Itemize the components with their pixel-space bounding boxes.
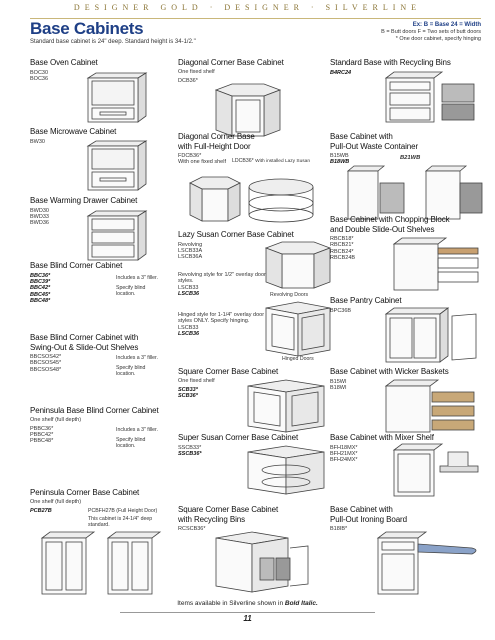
page-number: 11 <box>243 614 252 623</box>
section-title-line2: and Double Slide-Out Shelves <box>330 224 435 234</box>
section-title-line1: Base Blind Corner Cabinet with <box>30 333 139 342</box>
model-code: BBC42* <box>30 285 51 292</box>
section-title: Base Blind Corner Cabinet <box>30 261 123 270</box>
model-code: BPC36B <box>330 307 352 314</box>
filler-note: Includes a 3" filler. <box>116 427 158 433</box>
microwave-cabinet-illustration <box>82 140 150 192</box>
section-title: Peninsula Base Blind Corner Cabinet <box>30 406 159 415</box>
section-title: Base Cabinet with Mixer Shelf <box>330 433 434 442</box>
model-code: BW30 <box>30 138 45 145</box>
blind-slide-notes <box>116 355 166 378</box>
model-code: BBCSOS45* <box>30 360 62 367</box>
model-code: RBCB24* <box>330 248 354 255</box>
code-legend <box>381 22 481 43</box>
model-code: PBBC36* <box>30 425 54 432</box>
model-code: BFH21MX* <box>330 450 358 457</box>
model-code: B4RC24 <box>330 69 352 76</box>
full-height-door-code: PCBFH27B (Full Height Door) <box>88 508 158 514</box>
shelf-note: One fixed shelf <box>178 68 215 75</box>
peninsula-cabinet-illustration <box>38 530 168 596</box>
model-codes <box>178 312 268 338</box>
mixer-shelf-illustration <box>388 440 484 498</box>
section-title-line2: with Full-Height Door <box>178 141 251 151</box>
chopping-block-illustration <box>388 236 484 292</box>
model-code: B18WI <box>330 384 347 391</box>
model-code: BWD30 <box>30 207 49 214</box>
hinged-doors-label: Hinged Doors <box>282 356 314 362</box>
model-code: BWD33 <box>30 213 49 220</box>
page-title: Base Cabinets <box>30 19 144 38</box>
model-code: BBCSOS42* <box>30 354 62 360</box>
section-title: Base Microwave Cabinet <box>30 127 117 136</box>
model-code: FDCB36* <box>178 153 202 159</box>
footnote-text: Items available in Silverline shown in <box>177 600 284 607</box>
hinged-lazy-illustration <box>262 300 334 358</box>
model-code: RBCB18* <box>330 236 354 242</box>
model-code: PCB27B <box>30 507 52 514</box>
waste-container-illustration <box>334 163 488 221</box>
hinged-style-note: Hinged style for 1-1/4" overlay door styles ONLY. Specify hinging. <box>178 312 265 325</box>
diagonal-cabinet-illustration <box>212 80 284 138</box>
model-code: LSCB33 <box>178 284 199 291</box>
revolving-note: Revolving <box>178 241 203 248</box>
square-corner-illustration <box>244 378 328 434</box>
shelf-note: With one fixed shelf <box>178 159 226 166</box>
model-code: RBCB21* <box>330 242 354 249</box>
section-title: Base Cabinet with Wicker Baskets <box>330 367 449 376</box>
shelf-note: One shelf (full depth) <box>30 498 82 505</box>
model-code: LSCB36A <box>178 254 203 261</box>
section-title: Base Oven Cabinet <box>30 58 98 67</box>
model-code: BBC39* <box>30 278 51 285</box>
silverline-footnote <box>0 600 495 607</box>
model-code: BFH24MX* <box>330 457 358 464</box>
model-code: BBC48* <box>30 298 51 305</box>
lazy-susan-code <box>232 158 342 166</box>
page-subtitle: Standard base cabinet is 24" deep. Standard height is 34-1/2." <box>30 39 196 45</box>
warming-drawer-illustration <box>82 210 150 262</box>
footnote-emphasis: Bold Italic. <box>284 600 318 607</box>
model-code: BBC36* <box>30 272 51 279</box>
model-code: BOC36 <box>30 75 49 82</box>
section-title-line2: with Recycling Bins <box>178 514 246 524</box>
wicker-baskets-illustration <box>380 378 484 434</box>
diagonal-full-illustration <box>186 175 326 223</box>
oven-cabinet-illustration <box>82 72 150 124</box>
ironing-board-illustration <box>372 528 484 596</box>
section-title-line2: Pull-Out Ironing Board <box>330 514 407 524</box>
blind-location-note: Specify blind location. <box>116 364 146 377</box>
model-code: BFH18MX* <box>330 444 358 451</box>
lazy-susan-note: With installed Lazy Susan <box>255 159 311 164</box>
model-code: B18IB* <box>330 526 348 532</box>
model-code: LSCB36 <box>178 331 200 338</box>
peninsula-blind-notes <box>116 427 166 450</box>
section-title-line1: Base Cabinet with <box>330 505 393 514</box>
footer-divider <box>120 612 375 613</box>
depth-note: This cabinet is 24-1/4" deep standard. <box>88 515 153 528</box>
section-title: Diagonal Corner Base Cabinet <box>178 58 284 67</box>
super-susan-illustration <box>244 444 328 496</box>
model-code: B18WB <box>330 159 350 166</box>
model-code: BBCSOS48* <box>30 366 62 373</box>
model-code: LSCB33A <box>178 247 203 254</box>
section-title-line1: Base Cabinet with Chopping Block <box>330 215 450 224</box>
section-title-line1: Square Corner Base Cabinet <box>178 505 279 514</box>
model-code: BBC45* <box>30 291 51 298</box>
legend-door-codes: B = Butt doors F = Two sets of butt doors <box>381 29 481 35</box>
model-code: SCB33* <box>178 386 198 393</box>
section-title-line2: Swing-Out & Slide-Out Shelves <box>30 342 139 352</box>
blind-corner-notes <box>116 275 166 298</box>
blind-location-note: Specify blind location. <box>116 284 146 297</box>
recycling-bins-illustration <box>380 70 480 124</box>
blind-location-note: Specify blind location. <box>116 436 146 449</box>
peninsula-corner-notes <box>88 508 166 529</box>
legend-example: Ex: B = Base 24 = Width <box>412 22 481 28</box>
model-code: SSCB33* <box>178 444 202 451</box>
section-lazy-revolving <box>178 270 268 298</box>
square-recycling-illustration <box>212 528 312 596</box>
section-title: Super Susan Corner Base Cabinet <box>178 433 299 442</box>
section-title-line2: Pull-Out Waste Container <box>330 141 419 151</box>
section-title: Base Warming Drawer Cabinet <box>30 196 138 205</box>
revolving-doors-label: Revolving Doors <box>270 292 309 298</box>
section-lazy-hinged <box>178 310 268 338</box>
model-code: PBBC48* <box>30 438 54 445</box>
shelf-note: One shelf (full depth) <box>30 416 82 423</box>
model-code: LDCB36* <box>232 158 254 164</box>
model-code: SSCB36* <box>178 450 202 457</box>
model-code: LSCB33 <box>178 324 199 331</box>
filler-note: Includes a 3" filler. <box>116 355 158 361</box>
model-code: BWD36 <box>30 220 49 227</box>
model-code: RCSCB36* <box>178 526 206 532</box>
model-code: B15WI <box>330 378 347 385</box>
model-code: LSCB36 <box>178 291 200 298</box>
section-title: Peninsula Corner Base Cabinet <box>30 488 140 497</box>
model-codes <box>178 272 268 298</box>
pantry-illustration <box>380 306 484 364</box>
model-code: RBCB24B <box>330 255 356 262</box>
model-code: DCB36* <box>178 77 198 84</box>
section-title-line1: Base Cabinet with <box>330 132 393 141</box>
section-title-line1: Diagonal Corner Base <box>178 132 255 141</box>
section-title: Standard Base with Recycling Bins <box>330 58 451 67</box>
model-code: PBBC42* <box>30 431 54 438</box>
waste-model-b21wb: B21WB <box>400 155 421 161</box>
model-code: BOC30 <box>30 69 49 76</box>
model-code: SCB36* <box>178 392 198 399</box>
section-title: Square Corner Base Cabinet <box>178 367 279 376</box>
shelf-note: One fixed shelf <box>178 377 215 384</box>
legend-hinging-note: * One door cabinet, specify hinging <box>395 36 481 42</box>
section-title: Lazy Susan Corner Base Cabinet <box>178 230 294 239</box>
revolving-style-note: Revolving style for 1/2" overlay door styles. <box>178 272 266 285</box>
lazy-susan-illustration <box>262 238 334 290</box>
brand-line: DESIGNER GOLD · DESIGNER · SILVERLINE <box>73 3 422 12</box>
filler-note: Includes a 3" filler. <box>116 275 158 281</box>
model-code: B15WB <box>330 153 349 159</box>
section-title: Base Pantry Cabinet <box>330 296 402 305</box>
